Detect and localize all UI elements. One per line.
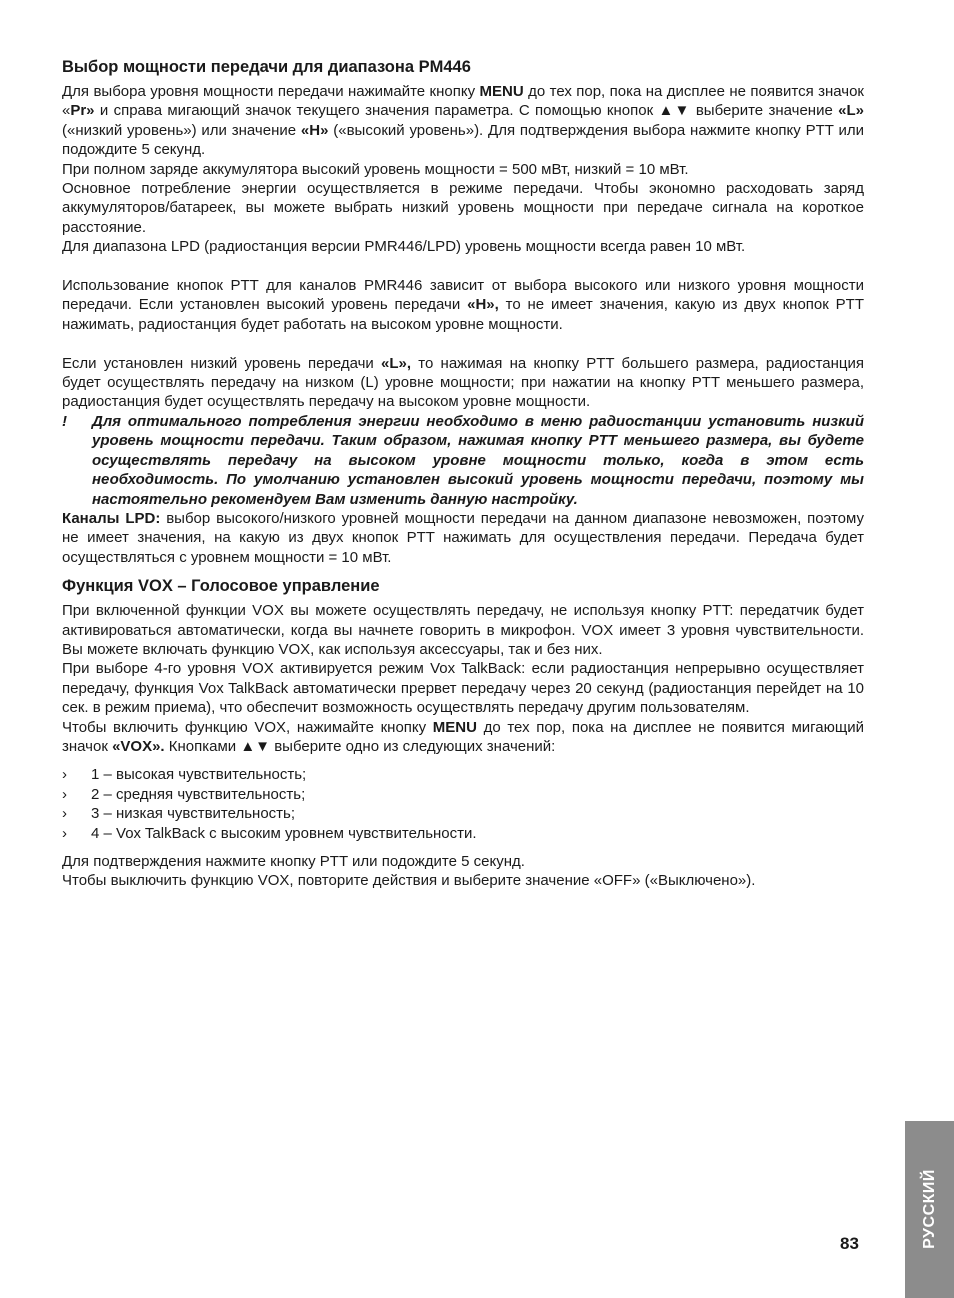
bullet-icon: › — [62, 805, 67, 823]
list-item: › 4 – Vox TalkBack с высоким уровнем чувствительности. — [62, 824, 477, 842]
paragraph-power-consumption: Основное потребление энергии осуществляется в режиме передачи. Чтобы экономно расходовать заряд аккумуляторов/батареек, вы можете выбрать низкий уровень мощности при передаче сигнала на короткое расстояние. — [62, 180, 864, 236]
pr-symbol-label: Pr» — [70, 102, 95, 120]
warning-note-text: Для оптимального потребления энергии необходимо в меню радиостанции установить низкий уровень мощности передачи. Таким образом, нажимая кнопку PTT меньшего размера, вы будете осуществлять передачу на высоком уровне мощности только, когда в этом есть необходимость. По умолчанию установлен высокий уровень мощности передачи, поэтому мы настоятельно рекомендуем Вам изменить данную настройку. — [92, 412, 864, 508]
paragraph-vox-talkback: При выборе 4-го уровня VOX активируется режим Vox TalkBack: если радиостанция непрерывно осуществляет передачу, функция Vox TalkBack автоматически прервет передачу через 20 секунд (радиостанция перейдет на 10 сек. в режим приема), что обеспечит возможность осуществлять передачу другим пользователям. — [62, 660, 864, 717]
bullet-icon: › — [62, 824, 67, 842]
paragraph-power-values: При полном заряде аккумулятора высокий уровень мощности = 500 мВт, низкий = 10 мВт. — [62, 160, 689, 178]
paragraph-vox-intro: При включенной функции VOX вы можете осуществлять передачу, не используя кнопку PTT: передатчик будет активироваться автоматически, когда вы начнете говорить в микрофон. VOX имеет 3 уровня чувствительности. Вы можете включать функцию VOX, как используя аксессуары, так и без них. — [62, 602, 864, 658]
vox-symbol-label: «VOX». — [112, 737, 165, 755]
paragraph-lpd-channels: Каналы LPD: выбор высокого/низкого уровней мощности передачи на данном диапазоне невозможен, поэтому не имеет значения, на какую из двух кнопок PTT нажимать для осуществления передачи. Передача будет осуществляться с уровнем мощности = 10 мВт. — [62, 509, 864, 566]
warning-note — [62, 412, 864, 509]
list-item: › 3 – низкая чувствительность; — [62, 805, 296, 823]
menu-key-label: MENU — [432, 718, 477, 736]
paragraph-ptt-high: Использование кнопок PTT для каналов PMR446 зависит от выбора высокого или низкого уровня мощности передачи. Если установлен высокий уровень передачи «H», то не имеет значения, какую из двух кнопок PTT нажимать, радиостанция будет работать на высоком уровне мощности. — [62, 277, 864, 333]
bullet-icon: › — [62, 766, 67, 784]
list-item: › 1 – высокая чувствительность; — [62, 766, 307, 784]
bullet-icon: › — [62, 785, 67, 803]
menu-key-label: MENU — [479, 83, 524, 100]
paragraph-ptt-low: Если установлен низкий уровень передачи «L», то нажимая на кнопку PTT большего размера, радиостанция будет осуществлять передачу на низком (L) уровне мощности; при нажатии на кнопку PTT меньшего размера, радиостанция будет осуществлять передачу на высоком уровне мощности. — [62, 354, 864, 411]
paragraph-vox-disable: Чтобы выключить функцию VOX, повторите действия и выберите значение «OFF» («Выключено»). — [62, 872, 756, 890]
language-tab — [905, 1121, 954, 1298]
language-tab-label: РУССКИЙ — [920, 1169, 938, 1249]
vox-levels-list — [62, 765, 864, 843]
paragraph-vox-enable: Чтобы включить функцию VOX, нажимайте кнопку MENU до тех пор, пока на дисплее не появится мигающий значок «VOX». Кнопками ▲▼ выберите одно из следующих значений: — [62, 718, 864, 755]
paragraph-power-select: Для выбора уровня мощности передачи нажимайте кнопку MENU до тех пор, пока на дисплее не появится значок «Pr» и справа мигающий значок текущего значения параметра. С помощью кнопок ▲▼ выберите значение «L» («низкий уровень») или значение «H» («высокий уровень»). Для подтверждения выбора нажмите кнопку PTT или подождите 5 секунд. — [62, 83, 864, 159]
exclamation-icon: ! — [62, 412, 67, 430]
section-title-power: Выбор мощности передачи для диапазона PM446 — [62, 58, 471, 76]
paragraph-vox-confirm: Для подтверждения нажмите кнопку PTT или подождите 5 секунд. — [62, 853, 525, 870]
page-content — [62, 57, 864, 891]
section-title-vox: Функция VOX – Голосовое управление — [62, 577, 380, 596]
high-level-label: «H» — [300, 121, 329, 139]
page-number: 83 — [840, 1234, 859, 1253]
low-level-label: «L» — [838, 102, 864, 120]
list-item: › 2 – средняя чувствительность; — [62, 785, 306, 803]
paragraph-lpd-power: Для диапазона LPD (радиостанция версии PMR446/LPD) уровень мощности всегда равен 10 мВт. — [62, 238, 746, 256]
